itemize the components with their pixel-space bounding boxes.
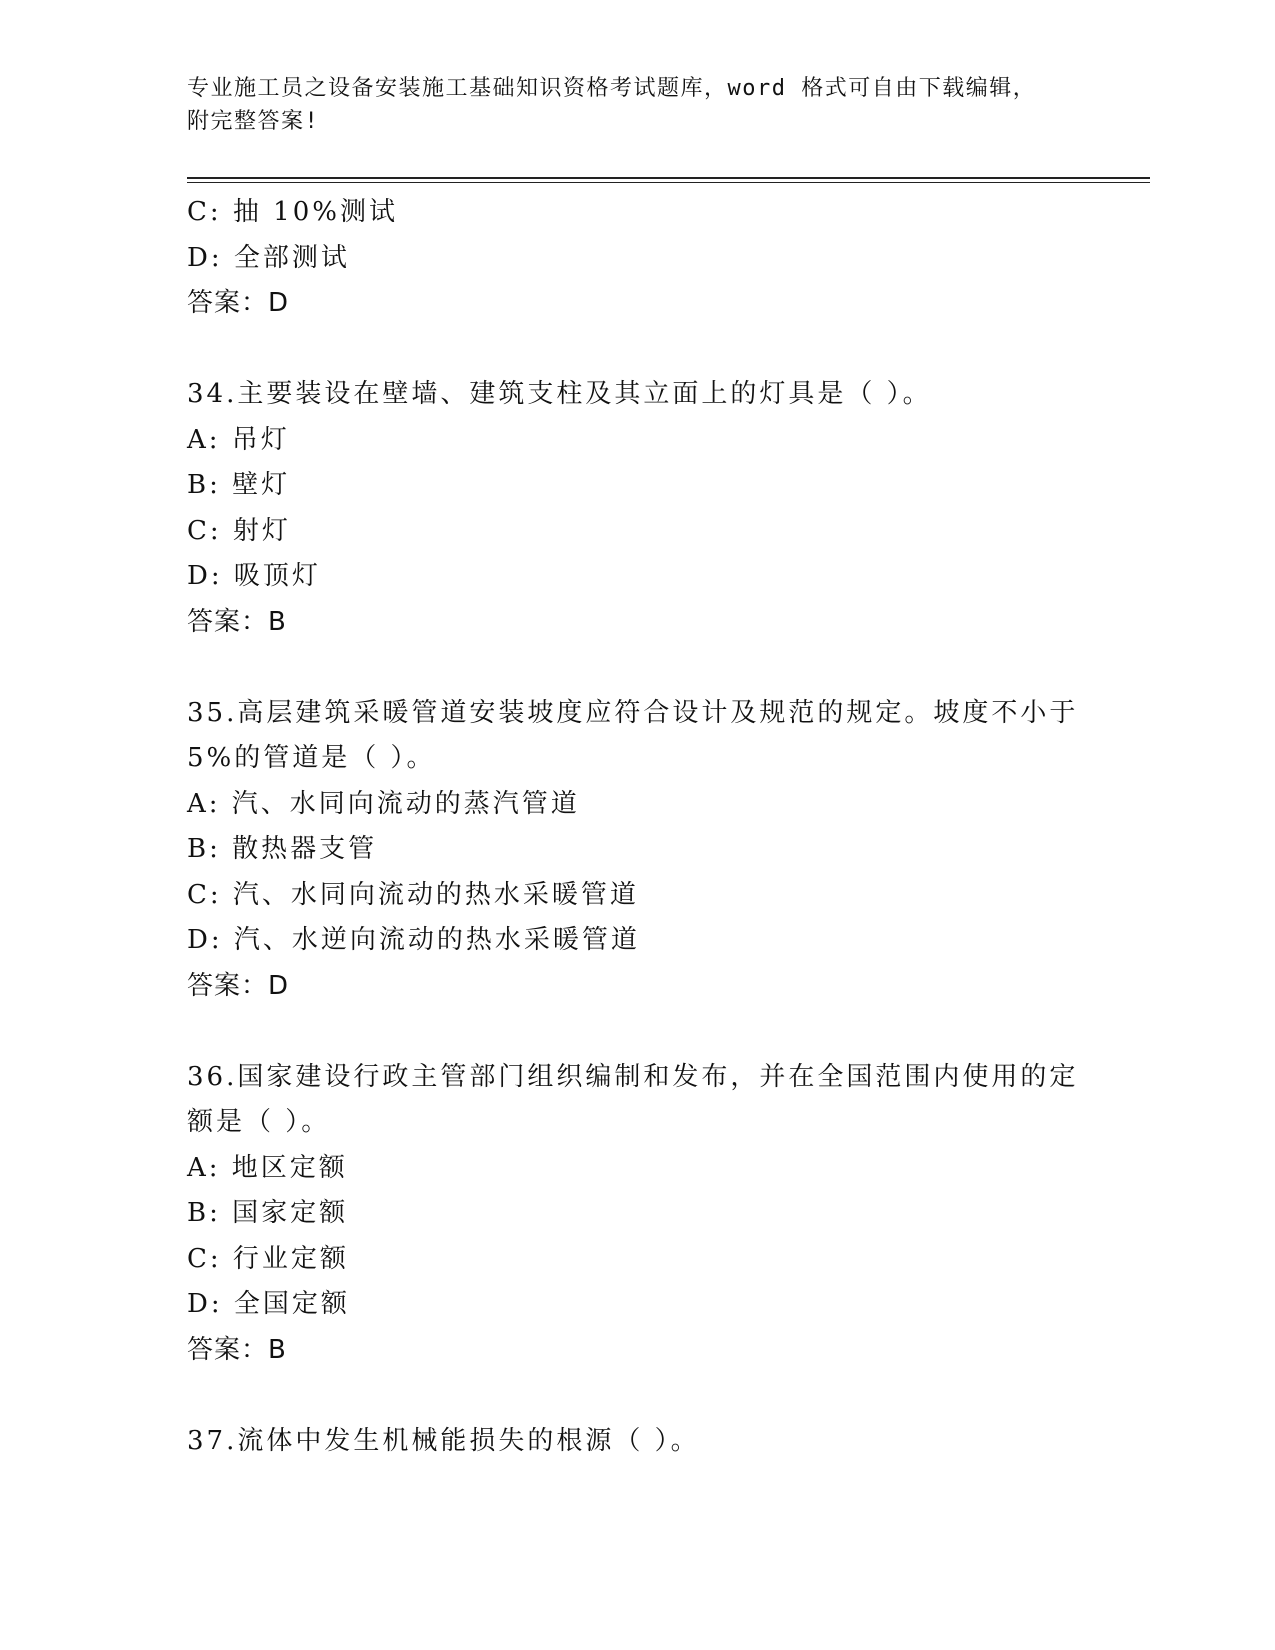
option-c: C: 汽、水同向流动的热水采暖管道: [187, 879, 639, 910]
option-b: B: 壁灯: [187, 470, 291, 500]
answer-line: 答案：D: [187, 970, 290, 1001]
option-c: C: 射灯: [187, 515, 291, 546]
question-block-34: [187, 372, 1087, 645]
document-header: [187, 72, 1067, 138]
option-d: D: 汽、水逆向流动的热水采暖管道: [187, 925, 640, 955]
option-a: A: 吊灯: [187, 424, 290, 455]
answer-line: 答案：D: [187, 288, 290, 318]
question-list: [187, 190, 1087, 1464]
option-a: A: 汽、水同向流动的蒸汽管道: [187, 788, 580, 819]
spacer: [187, 327, 1087, 373]
header-line-1: 专业施工员之设备安装施工基础知识资格考试题库，word 格式可自由下载编辑，: [187, 76, 1037, 101]
option-d: D: 全部测试: [187, 242, 350, 273]
spacer: [187, 1373, 1087, 1419]
option-c: C: 抽 10%测试: [187, 197, 398, 227]
answer-line: 答案：B: [187, 606, 287, 637]
question-stem-continued: 额是（ ）。: [187, 1107, 331, 1137]
option-a: A: 地区定额: [187, 1152, 348, 1183]
question-stem: 36.国家建设行政主管部门组织编制和发布，并在全国范围内使用的定: [187, 1061, 1079, 1092]
question-stem: 37.流体中发生机械能损失的根源（ ）。: [187, 1425, 700, 1456]
question-block-33: [187, 190, 1087, 327]
spacer: [187, 645, 1087, 691]
question-stem: 35.高层建筑采暖管道安装坡度应符合设计及规范的规定。坡度不小于: [187, 697, 1079, 728]
header-divider-thick: [187, 177, 1150, 179]
header-divider-thin: [187, 182, 1150, 183]
question-block-36: [187, 1055, 1087, 1374]
answer-line: 答案：B: [187, 1334, 287, 1365]
option-d: D: 吸顶灯: [187, 561, 321, 591]
option-c: C: 行业定额: [187, 1243, 349, 1274]
question-stem: 34.主要装设在壁墙、建筑支柱及其立面上的灯具是（ ）。: [187, 379, 932, 409]
question-stem-continued: 5%的管道是（ ）。: [187, 743, 436, 773]
option-b: B: 散热器支管: [187, 834, 378, 864]
option-d: D: 全国定额: [187, 1289, 350, 1319]
question-block-35: [187, 691, 1087, 1010]
question-block-37: [187, 1419, 1087, 1465]
header-line-2: 附完整答案!: [187, 109, 320, 134]
option-b: B: 国家定额: [187, 1198, 349, 1228]
spacer: [187, 1009, 1087, 1055]
